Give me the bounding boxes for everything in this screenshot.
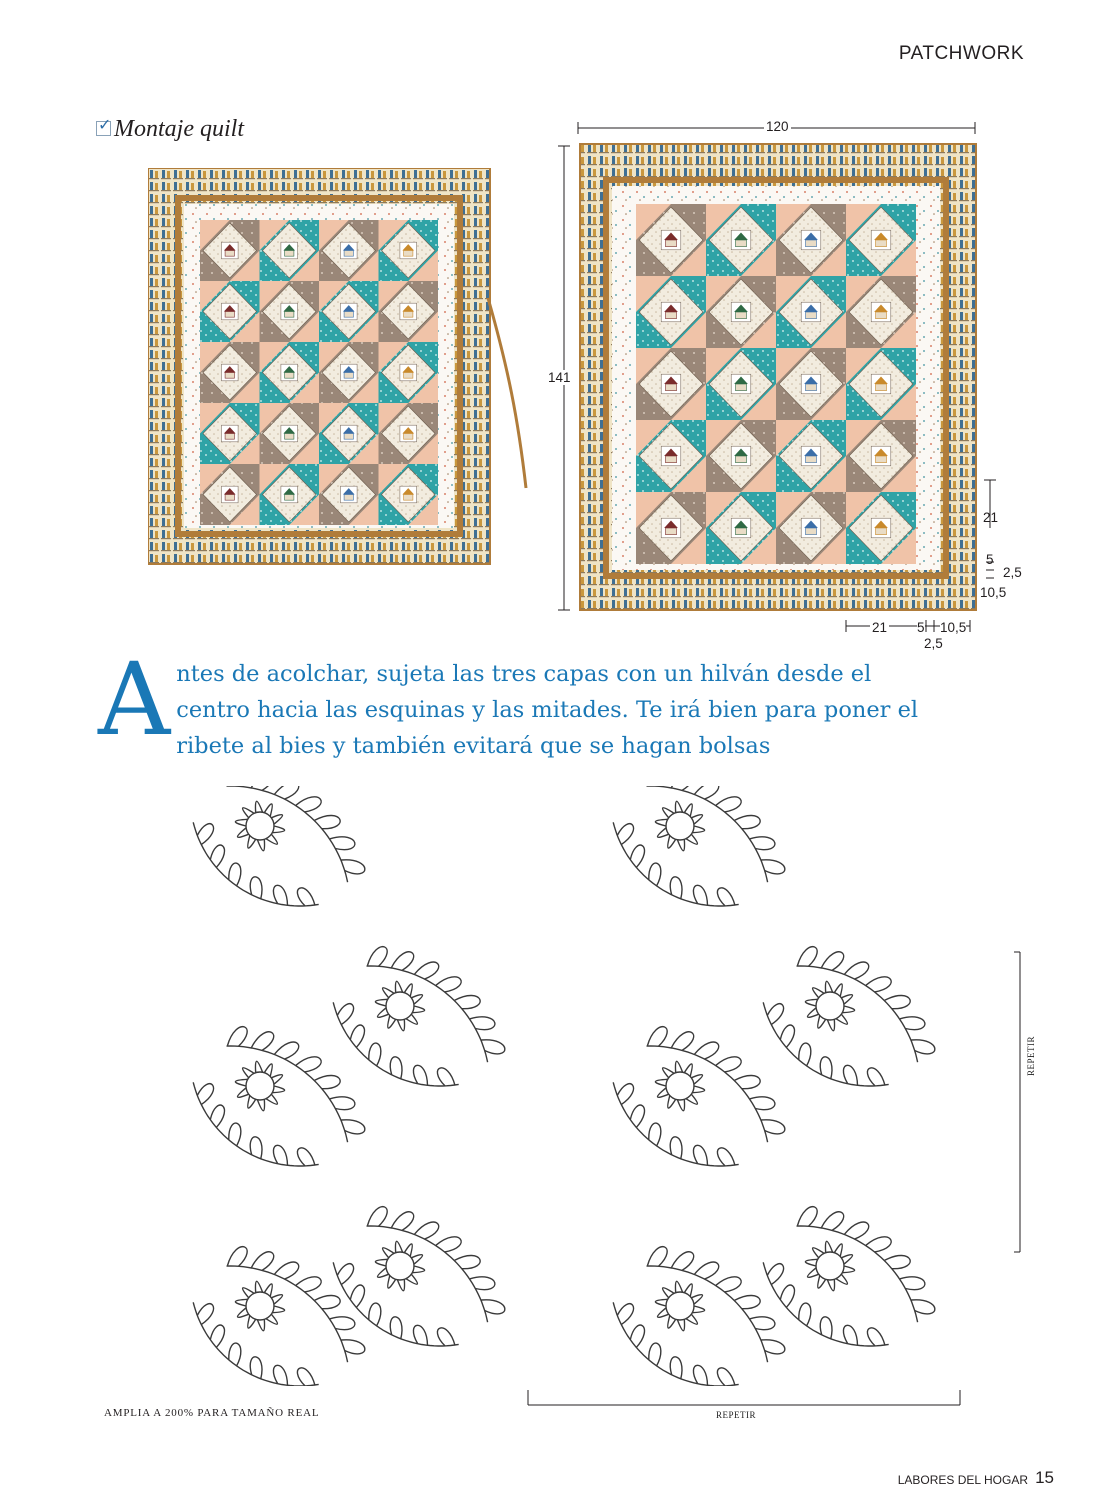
feather-plume <box>250 1137 262 1159</box>
feather-plume <box>315 815 340 828</box>
feather-plume <box>368 1207 388 1227</box>
quilt-block <box>260 464 320 525</box>
quilt-block <box>260 403 320 464</box>
feather-spine <box>227 1046 348 1142</box>
quilt-block <box>636 276 706 348</box>
feather-plume <box>315 1295 340 1308</box>
quilt-block <box>379 464 439 525</box>
flower-petal <box>406 1274 417 1284</box>
quilt-block <box>706 276 776 348</box>
quilt-block <box>706 348 776 420</box>
quilt-block <box>200 342 260 403</box>
feather-spine <box>367 1226 488 1322</box>
quilt-block <box>379 220 439 281</box>
quilt-block <box>319 342 379 403</box>
feather-plume <box>210 1105 224 1128</box>
quilt-block <box>319 281 379 342</box>
flower-petal <box>257 839 264 850</box>
feather-plume <box>228 1247 248 1267</box>
feather-plume <box>455 1255 480 1268</box>
flower-petal <box>257 1099 264 1110</box>
assembly-heading <box>96 116 244 143</box>
feather-spine <box>367 966 488 1062</box>
feather-plume <box>392 952 414 971</box>
feather-plume <box>250 1357 262 1379</box>
quilt-block <box>200 464 260 525</box>
quilt-block <box>706 204 776 276</box>
flower-petal <box>255 1281 262 1292</box>
feather-plume <box>369 1043 381 1066</box>
flower-petal <box>395 981 402 992</box>
feather-spine <box>227 1266 348 1362</box>
flower-petal <box>397 1019 404 1030</box>
quilt-block <box>260 220 320 281</box>
feather-plume <box>229 1343 241 1366</box>
feather-plume <box>297 1148 315 1166</box>
dim-sash-right: 5 <box>986 552 994 567</box>
flower-petal <box>243 808 254 818</box>
feather-plume <box>297 888 315 906</box>
quilt-block <box>319 403 379 464</box>
flower-petal <box>257 1319 264 1330</box>
feather-plume <box>455 995 480 1008</box>
quilt-block <box>846 204 916 276</box>
dim-height: 141 <box>548 370 571 385</box>
flower-petal <box>383 988 394 998</box>
magazine-name: LABORES DEL HOGAR <box>897 1473 1028 1487</box>
page-number: 15 <box>1035 1468 1054 1487</box>
quilt-block <box>379 403 439 464</box>
enlarge-note: AMPLIA A 200% PARA TAMAÑO REAL <box>104 1407 320 1419</box>
feather-plume <box>252 1252 274 1271</box>
feather-plume <box>436 1237 461 1252</box>
quilt-block <box>260 342 320 403</box>
flower-petal <box>255 801 262 812</box>
repeat-guides <box>524 840 1024 1410</box>
flower-petal <box>255 1061 262 1072</box>
repeat-vertical-label: REPETIR <box>1026 1035 1036 1076</box>
feather-plume <box>330 837 355 850</box>
intro-text: ntes de acolchar, sujeta las tres capas con un hilván desde el centro hacia las esquinas y las mitades. Te irá bien para poner el ribete al bies y también evitará que se hagan bolsas <box>176 661 919 759</box>
dim-gap-bottom: 2,5 <box>924 636 943 651</box>
feather-plume <box>390 1057 402 1079</box>
feather-plume <box>390 1317 402 1339</box>
quilt-illustration-folded <box>148 168 530 566</box>
quilt-block <box>706 420 776 492</box>
quilt-block <box>636 204 706 276</box>
section-label: PATCHWORK <box>898 43 1024 64</box>
feather-plume <box>350 1025 364 1048</box>
quilt-block <box>319 464 379 525</box>
dim-border-bottom: 10,5 <box>940 620 967 635</box>
feather-plume <box>369 1303 381 1326</box>
repeat-horizontal-label: REPETIR <box>716 1410 757 1420</box>
checkbox-icon <box>96 121 111 136</box>
quilt-block <box>846 276 916 348</box>
feather-plume <box>210 1325 224 1348</box>
flower-petal <box>243 1068 254 1078</box>
quilt-block <box>379 342 439 403</box>
feather-plume <box>695 786 719 799</box>
quilt-block <box>200 403 260 464</box>
quilt-block <box>636 348 706 420</box>
feather-plume <box>330 1317 355 1330</box>
feather-plume <box>250 877 262 899</box>
feather-plume <box>229 1123 241 1146</box>
dim-block-bottom: 21 <box>872 620 888 635</box>
feather-plume <box>330 1097 355 1110</box>
flower-petal <box>266 1314 277 1324</box>
feather-plume <box>716 797 741 812</box>
feather-plume <box>228 1027 248 1047</box>
feather-plume <box>368 947 388 967</box>
dim-block-right: 21 <box>983 510 999 525</box>
feather-plume <box>229 863 241 886</box>
feather-plume <box>470 1017 495 1030</box>
dim-width: 120 <box>766 119 789 134</box>
dim-gap-right: 2,5 <box>1003 565 1022 580</box>
feather-plume <box>296 797 321 812</box>
feather-plume <box>437 1068 455 1086</box>
flower-petal <box>663 808 674 818</box>
quilt-block <box>706 492 776 564</box>
flower-petal <box>397 1279 404 1290</box>
quilt-block <box>776 204 846 276</box>
feather-plume <box>275 786 299 799</box>
quilt-block <box>636 492 706 564</box>
quilt-block <box>200 220 260 281</box>
quilt-block <box>846 348 916 420</box>
feather-plume <box>350 1285 364 1308</box>
flower-petal <box>406 1014 417 1024</box>
flower-petal <box>266 834 277 844</box>
flower-petal <box>395 1241 402 1252</box>
flower-petal <box>266 1094 277 1104</box>
quilt-block <box>260 281 320 342</box>
feather-plume <box>735 815 760 828</box>
quilt-block <box>846 492 916 564</box>
assembly-title: Montaje quilt <box>114 116 244 142</box>
quilt-illustration-dimensioned <box>550 118 1000 658</box>
quilt-block <box>200 281 260 342</box>
feather-spine <box>227 786 348 882</box>
feather-plume <box>252 1032 274 1051</box>
feather-plume <box>437 1328 455 1346</box>
quilt-block <box>379 281 439 342</box>
flower-petal <box>675 801 682 812</box>
feather-plume <box>392 1212 414 1231</box>
quilt-block <box>776 348 846 420</box>
quilt-block <box>776 276 846 348</box>
feather-plume <box>297 1368 315 1386</box>
dim-sash-bottom: 5 <box>917 620 925 635</box>
quilt-block <box>636 420 706 492</box>
flower-petal <box>383 1248 394 1258</box>
quilt-block <box>319 220 379 281</box>
quilt-block <box>846 420 916 492</box>
feather-plume <box>210 845 224 868</box>
feather-plume <box>296 1277 321 1292</box>
quilt-block <box>776 420 846 492</box>
dim-border-right: 10,5 <box>980 585 1007 600</box>
quilt-block <box>776 492 846 564</box>
feather-plume <box>315 1075 340 1088</box>
flower-petal <box>243 1288 254 1298</box>
drop-cap: A <box>98 641 171 758</box>
intro-paragraph <box>98 641 928 764</box>
feather-plume <box>436 977 461 992</box>
feather-plume <box>296 1057 321 1072</box>
feather-plume <box>470 1277 495 1290</box>
